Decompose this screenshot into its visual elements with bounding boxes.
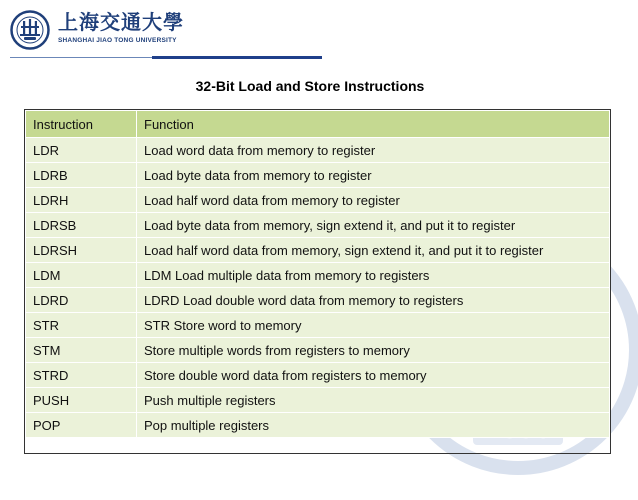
function-cell: Load half word data from memory to register — [137, 188, 610, 213]
instruction-cell: POP — [26, 413, 137, 438]
instruction-cell: LDR — [26, 138, 137, 163]
table-row — [26, 388, 610, 413]
university-emblem-icon — [10, 10, 50, 50]
instruction-cell: LDRSB — [26, 213, 137, 238]
instruction-cell: LDRB — [26, 163, 137, 188]
function-cell: Load byte data from memory, sign extend it, and put it to register — [137, 213, 610, 238]
university-name-cn: 上海交通大學 — [58, 10, 184, 34]
function-cell: Load half word data from memory, sign extend it, and put it to register — [137, 238, 610, 263]
instruction-table — [25, 110, 610, 438]
header-divider — [10, 56, 322, 60]
function-cell: Pop multiple registers — [137, 413, 610, 438]
table-row — [26, 288, 610, 313]
header-divider-thick — [152, 56, 322, 59]
table-row — [26, 213, 610, 238]
function-cell: Store double word data from registers to memory — [137, 363, 610, 388]
instruction-cell: LDRD — [26, 288, 137, 313]
table-header-row — [26, 111, 610, 138]
column-header-instruction: Instruction — [26, 111, 137, 138]
university-name-en: SHANGHAI JIAO TONG UNIVERSITY — [58, 37, 177, 44]
instruction-cell: PUSH — [26, 388, 137, 413]
slide-title: 32-Bit Load and Store Instructions — [195, 78, 425, 94]
function-cell: LDM Load multiple data from memory to registers — [137, 263, 610, 288]
table-row — [26, 338, 610, 363]
function-cell: Store multiple words from registers to memory — [137, 338, 610, 363]
column-header-function: Function — [137, 111, 610, 138]
function-cell: LDRD Load double word data from memory to registers — [137, 288, 610, 313]
table-row — [26, 238, 610, 263]
instruction-cell: LDM — [26, 263, 137, 288]
table-row — [26, 138, 610, 163]
instruction-cell: STRD — [26, 363, 137, 388]
function-cell: Load word data from memory to register — [137, 138, 610, 163]
table-row — [26, 263, 610, 288]
table-row — [26, 363, 610, 388]
instruction-cell: STM — [26, 338, 137, 363]
instruction-cell: LDRH — [26, 188, 137, 213]
function-cell: Push multiple registers — [137, 388, 610, 413]
table-row — [26, 188, 610, 213]
function-cell: Load byte data from memory to register — [137, 163, 610, 188]
table-row — [26, 413, 610, 438]
table-row — [26, 163, 610, 188]
instruction-cell: STR — [26, 313, 137, 338]
table-row — [26, 313, 610, 338]
function-cell: STR Store word to memory — [137, 313, 610, 338]
instruction-cell: LDRSH — [26, 238, 137, 263]
